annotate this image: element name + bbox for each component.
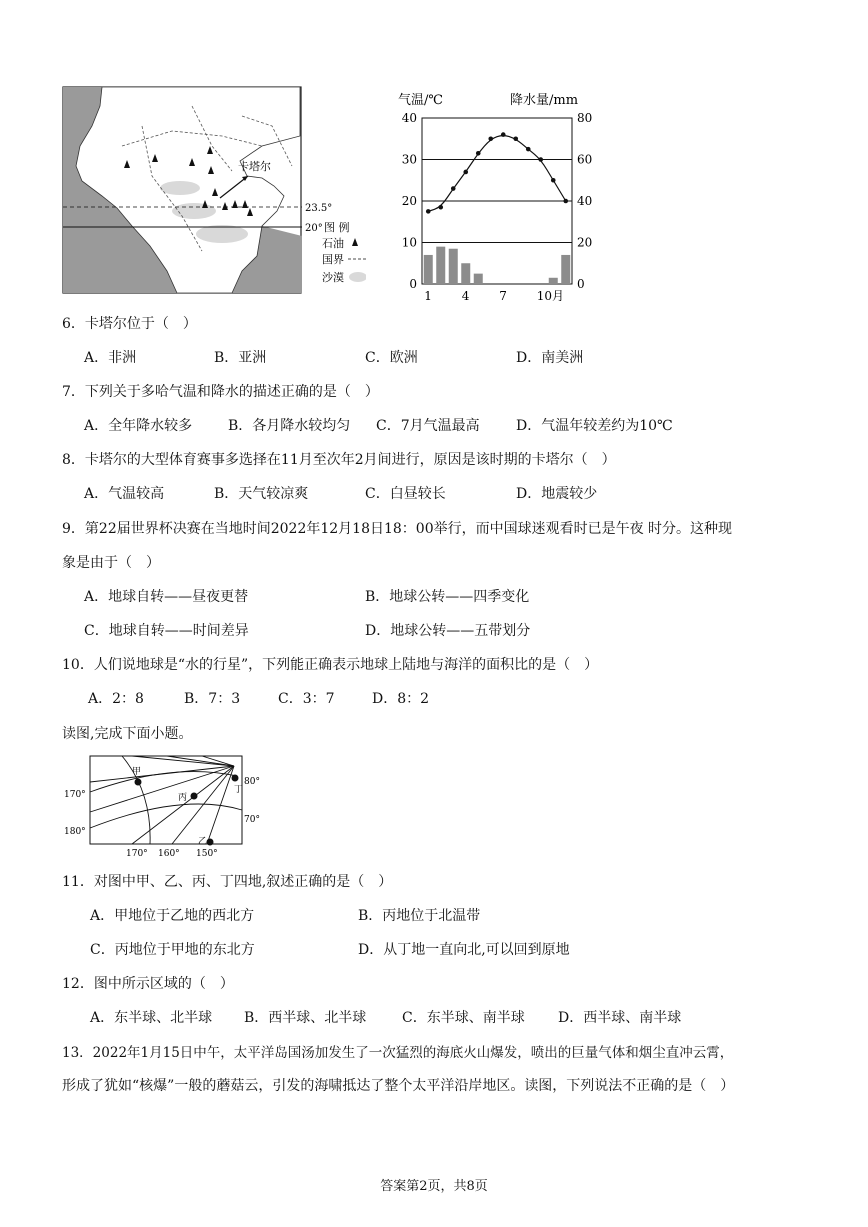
temperature-point [488,136,493,141]
precip-bar [549,278,558,284]
q7-option-d[interactable]: D．气温年较差约为10℃ [516,418,673,434]
q6-stem: 6．卡塔尔位于（ ） [62,316,197,332]
temp-tick-label: 30 [401,152,417,167]
q12-stem: 12．图中所示区域的（ ） [62,976,234,992]
temp-axis-label: 气温/℃ [398,93,443,108]
label-ding: 丁 [234,785,244,795]
grid-map [62,752,272,862]
precip-tick-label: 40 [577,194,593,208]
label-jia: 甲 [132,767,142,777]
lon-label-150: 150° [196,849,218,859]
legend-oil-label: 石油 [322,237,344,250]
precip-bar [436,247,445,284]
q9-stem-line1: 9．第22届世界杯决赛在当地时间2022年12月18日18：00举行，而中国球迷观看时已是午夜 时分。这种现 [62,521,733,537]
q10-option-d[interactable]: D．8：2 [372,691,430,707]
temperature-point [476,151,481,156]
temperature-point [451,186,456,191]
climate-chart [396,88,600,302]
lat-label-170: 170° [64,790,86,800]
q12-option-b[interactable]: B．西半球、北半球 [244,1010,367,1026]
temperature-point [426,209,431,214]
temp-tick-label: 40 [401,111,417,125]
lat-label-70: 70° [244,815,260,825]
precip-bar [461,263,470,284]
lon-label-160: 160° [158,849,180,859]
q9-option-a[interactable]: A．地球自转——昼夜更替 [84,589,249,605]
q6-option-d[interactable]: D．南美洲 [516,350,584,366]
temperature-line [428,136,566,212]
oil-icon [352,238,358,246]
q9-stem-line2: 象是由于（ ） [62,555,160,571]
point-ding [232,775,239,782]
precip-bar [424,255,433,284]
precip-tick-label: 20 [577,235,593,250]
q11-option-b[interactable]: B．丙地位于北温带 [358,908,481,924]
precip-tick-label: 80 [577,111,593,125]
q12-option-d[interactable]: D．西半球、南半球 [558,1010,682,1026]
temperature-point [438,205,443,210]
middle-east-map-drawing [62,86,366,294]
q8-stem: 8．卡塔尔的大型体育赛事多选择在11月至次年2月间进行，原因是该时期的卡塔尔（ ） [62,452,616,468]
middle-east-map [62,86,366,294]
q10-option-c[interactable]: C．3：7 [278,691,335,707]
temperature-point [501,132,506,137]
q12-option-c[interactable]: C．东半球、南半球 [402,1010,525,1026]
legend-desert-label: 沙漠 [322,271,344,284]
grid-map-drawing [62,752,272,862]
temperature-point [463,170,468,175]
temp-tick-label: 20 [401,194,417,208]
q6-option-a[interactable]: A．非洲 [84,350,137,366]
q11-option-d[interactable]: D．从丁地一直向北,可以回到原地 [358,942,570,958]
climate-chart-svg [396,88,600,302]
q7-stem: 7．下列关于多哈气温和降水的描述正确的是（ ） [62,384,379,400]
q9-option-d[interactable]: D．地球公转——五带划分 [365,623,531,639]
q8-option-a[interactable]: A．气温较高 [84,486,165,502]
precip-axis-label: 降水量/mm [510,93,579,108]
temperature-point [551,178,556,183]
point-bing [191,793,198,800]
month-tick-label: 7 [499,289,507,302]
desert-icon [349,272,366,282]
point-yi [207,839,214,846]
month-tick-label: 10月 [536,289,565,302]
temperature-point [563,199,568,204]
q9-option-c[interactable]: C．地球自转——时间差异 [84,623,249,639]
q13-stem-line2: 形成了犹如“核爆”一般的蘑菇云，引发的海啸抵达了整个太平洋沿岸地区。读图，下列说法不正确的是（ ） [62,1078,735,1094]
page-footer: 答案第2页，共8页 [380,1179,488,1194]
lon-label-170: 170° [126,849,148,859]
qatar-label: 卡塔尔 [238,160,271,173]
legend-title: 图 例 [324,221,350,234]
q6-option-c[interactable]: C．欧洲 [365,350,418,366]
month-tick-label: 1 [424,289,432,302]
precip-tick-label: 60 [577,152,593,167]
temp-tick-label: 10 [401,235,417,250]
legend-border-label: 国界 [322,253,344,266]
label-bing: 丙 [178,793,188,803]
q8-option-c[interactable]: C．白昼较长 [365,486,446,502]
section-intro: 读图,完成下面小题。 [62,726,193,742]
label-yi: 乙 [198,837,208,847]
q8-option-b[interactable]: B．天气较凉爽 [214,486,309,502]
lat-20-label: 20° [305,223,323,234]
temperature-point [538,157,543,162]
q10-stem: 10．人们说地球是“水的行星”，下列能正确表示地球上陆地与海洋的面积比的是（ ） [62,657,599,673]
q8-option-d[interactable]: D．地震较少 [516,486,598,502]
q11-option-a[interactable]: A．甲地位于乙地的西北方 [90,908,255,924]
month-tick-label: 4 [461,289,470,302]
q10-option-a[interactable]: A．2：8 [88,691,144,707]
temperature-point [526,147,531,152]
q11-option-c[interactable]: C．丙地位于甲地的东北方 [90,942,255,958]
q6-option-b[interactable]: B．亚洲 [214,350,267,366]
q7-option-b[interactable]: B．各月降水较均匀 [228,418,351,434]
precip-bar [474,274,483,284]
q7-option-c[interactable]: C．7月气温最高 [376,418,480,434]
temperature-point [513,136,518,141]
point-jia [135,779,142,786]
q13-stem-line1: 13．2022年1月15日中午，太平洋岛国汤加发生了一次猛烈的海底火山爆发，喷出的巨量气体和烟尘直冲云霄， [62,1045,734,1061]
tropic-label: 23.5° [305,203,333,214]
precip-bar [449,249,458,284]
lat-label-80: 80° [244,777,260,787]
lat-label-180: 180° [64,827,86,837]
q7-option-a[interactable]: A．全年降水较多 [84,418,193,434]
precip-tick-label: 0 [577,277,585,291]
temp-tick-label: 0 [409,277,417,291]
q11-stem: 11．对图中甲、乙、丙、丁四地,叙述正确的是（ ） [62,874,393,890]
q9-option-b[interactable]: B．地球公转——四季变化 [365,589,530,605]
precip-bar [561,255,570,284]
q10-option-b[interactable]: B．7：3 [184,691,241,707]
q12-option-a[interactable]: A．东半球、北半球 [90,1010,213,1026]
